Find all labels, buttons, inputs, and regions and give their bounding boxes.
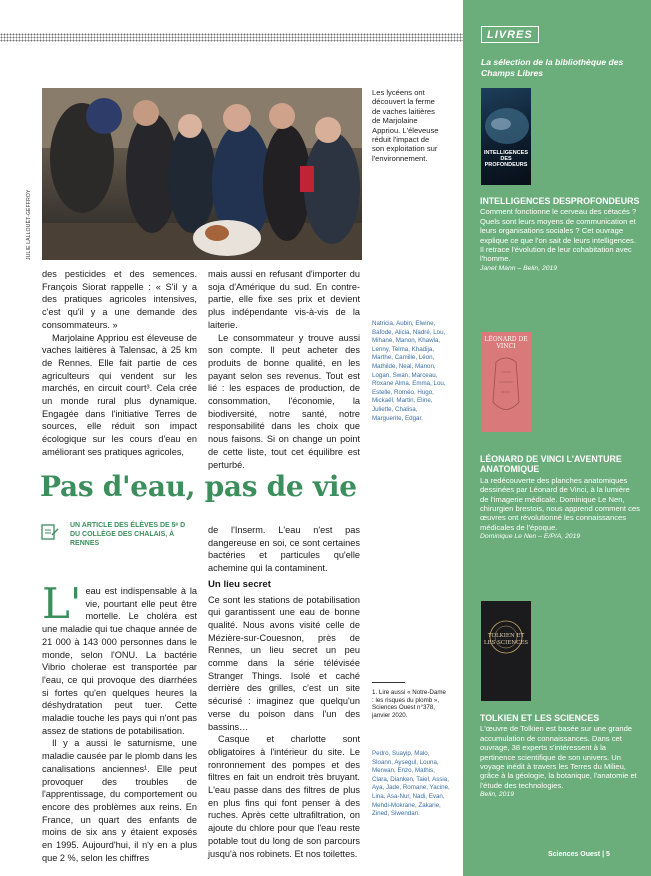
book-cover-2 <box>481 332 531 432</box>
photo-credit: JULIE LALLOUËT-GEFFROY <box>26 189 32 260</box>
photo-caption: Les lycéens ont découvert la ferme de vaches laitières de Marjolaine Appriou. L'éleveuse réduit l'impact de son exploitation sur l'environnement. <box>372 88 439 163</box>
book-entry-2 <box>480 454 640 541</box>
book-entry-1 <box>480 196 640 273</box>
footnote: 1. Lire aussi « Notre-Dame : les risques du plomb », Sciences Ouest n°378, janvier 2020. <box>372 689 446 719</box>
footnote-divider <box>372 682 405 683</box>
book-cover-1 <box>481 88 531 185</box>
article2-paragraph: Casque et charlotte sont obligatoires à l'intérieur du site. Le ronronnement des pompes et des filtres en fait un endroit très bruyant. L'eau passe dans des filtres de plus en plus fins qui font penser à des ruches. Après cette ultrafiltration, on ajoute du chlore pour que l'eau reste potable tout du long de son parcours jusqu'à nos robinets. Et nos toilettes. <box>208 734 360 859</box>
book-author: Janet Mann – Belin, 2019 <box>480 264 558 272</box>
article2-title: Pas d'eau, pas de vie <box>40 470 357 503</box>
article1-column2 <box>208 268 360 471</box>
book-author: Belin, 2019 <box>480 791 515 799</box>
book-entry-3 <box>480 713 640 799</box>
book-title: INTELLIGENCES DESPROFONDEURS <box>480 196 640 206</box>
section-tag: LIVRES <box>481 26 539 43</box>
book-description: La redécouverte des planches anatomiques dessinées par Léonard de Vinci, à la lumière de l'imagerie médicale. Dominique Le Nen, chirurgien brestois, nous apprend comment ces œuvres ont révolutionné les connaissances médicales de l'époque. <box>480 475 640 532</box>
article1-paragraph: Marjolaine Appriou est éleveuse de vaches laitières à Talensac, à 25 km de Rennes. Elle fait partie de ces agriculteurs qui vendent sur les marchés, en circuit court³. Cela crée un monde rural plus dynamique. Engagée dans l'initiative Terres de sources, elle réduit son impact écologique sur les cours d'eau en améliorant ses pratiques agricoles, <box>42 332 197 457</box>
dropcap: L' <box>42 579 82 628</box>
book-description: L'œuvre de Tolkien est basée sur une grande accumulation de connaissances. Dans cet ouvrage, 38 experts s'intéressent à la pertinence scientifique de son univers. Un voyage inédit à travers les Terres du Milieu, grâce à la géologie, la botanique, l'anatomie et l'étude des technologies. <box>480 724 637 790</box>
document-icon <box>40 523 60 541</box>
page-footer: Sciences Ouest | 5 <box>548 851 610 858</box>
book-title: TOLKIEN ET LES SCIENCES <box>480 713 600 723</box>
article2-column1 <box>42 579 197 864</box>
book-title: LÉONARD DE VINCI L'AVENTURE ANATOMIQUE <box>480 454 622 475</box>
article2-student-names: Pedro, Suayip, Malo, Sloann, Aysegul, Louna, Merwan, Enzo, Mathis, Clara, Dianken, Taiel, Assia, Aya, Jade, Romane, Yacine, Lina, Asa-Nur, Nadi, Evan, Mehdi-Mokrane, Zakarie, Zined, Siwendan. <box>372 750 450 818</box>
article2-subhead: Un lieu secret <box>208 578 271 590</box>
article1-paragraph: Le consommateur y trouve aussi son compte. Il peut acheter des produits de bonne qualité, en les payant selon ses revenus. Tout est lié : les espaces de production, de consommation, l'économie, la biodiversité, notre santé, notre responsabilité dans les choix que nous faisons. Si on change un point de cette liste, tout cet équilibre est perturbé. <box>208 332 360 470</box>
article1-student-names: Natricia, Aubin, Elwine, Bafode, Alicia, Nadré, Lou, Mihane, Manon, Khawla, Lenny, Telma, Khadija, Marthe, Camille, Léon, Mathilde, Neal, Manon, Logan, Swan, Marceau, Roxane Alma, Emma, Lou, Estelle, Roméo, Hugo, Mickaël, Martin, Eline, Juliette, Chalisa, Marguerite, Edgar. <box>372 320 446 422</box>
article2-paragraph: Ce sont les stations de potabilisation qui garantissent une eau de bonne qualité. Nous avons visité celle de Mézière-sur-Couesnon, près de Rennes, un lieu secret un peu comme dans la série télévisée Stranger Things. Isolé et caché derrière des grilles, c'est un site sécurisé : imaginez que quelqu'un verse du poison dans l'un des bassins… <box>208 594 360 732</box>
dotted-divider <box>0 33 463 42</box>
book-author: Dominique Le Nen – E/P/A, 2019 <box>480 533 581 541</box>
book-description: Comment fonctionne le cerveau des cétacés ? Quels sont leurs moyens de communication et leurs organisations sociales ? Cet ouvrage explique ce que l'on sait de leurs intelligences. Il retrace l'évolution de leur cohabitation avec l'homme. <box>480 207 637 264</box>
article2-paragraph: eau est indispensable à la vie, pourtant elle peut être mortelle. Le choléra est une maladie qui tue chaque année de 21 000 à 143 000 personnes dans le monde, selon l'ONU. La bactérie Vibrio cholerae est transportée par l'eau, ce qui provoque des diarrhées si fortes qu'en quelques heures la déshydratation peut tuer. Cette maladie touche les pays qui n'ont pas assez de stations de potabilisation. <box>42 586 197 736</box>
article2-kicker: UN ARTICLE DES ÉLÈVES DE 5ᵉ D DU COLLÈGE DES CHALAIS, À RENNES <box>70 522 186 547</box>
book-cover-title: INTELLIGENCES DES PROFONDEURS <box>483 150 528 168</box>
book-cover-title: LÉONARD DE VINCI <box>484 336 528 350</box>
article2-paragraph: de l'Inserm. L'eau n'est pas dangereuse en soi, ce sont certaines bactéries et particules qu'elle achemine qui la contaminent. <box>208 525 360 574</box>
article2-paragraph: Il y a aussi le saturnisme, une maladie causée par le plomb dans les canalisations anciennes¹. Elle peut provoquer des troubles de l'apprentissage, du comportement ou encore des problèmes aux reins. En France, un quart des enfants de moins de six ans y étaient exposés en 1995. Aujourd'hui, il n'y en a plus que 2 %, selon les chiffres <box>42 738 197 863</box>
book-cover-3 <box>481 601 531 701</box>
farm-photo <box>42 88 362 260</box>
article1-paragraph: mais aussi en refusant d'importer du soja d'Amérique du sud. En contre-partie, elle fixe ses prix et devient plus indépendante vis-à-vis de la laiterie. <box>208 269 360 330</box>
sidebar-intro: La sélection de la bibliothèque des Champs Libres <box>481 57 624 78</box>
article1-paragraph: des pesticides et des semences. François Siorat rappelle : « S'il y a des pratiques agricoles intensives, c'est qu'il y a une demande des consommateurs. » <box>42 269 197 330</box>
article1-column1 <box>42 268 197 459</box>
book-cover-title: TOLKIEN ET LES SCIENCES <box>483 633 529 646</box>
article2-column2 <box>208 524 360 860</box>
